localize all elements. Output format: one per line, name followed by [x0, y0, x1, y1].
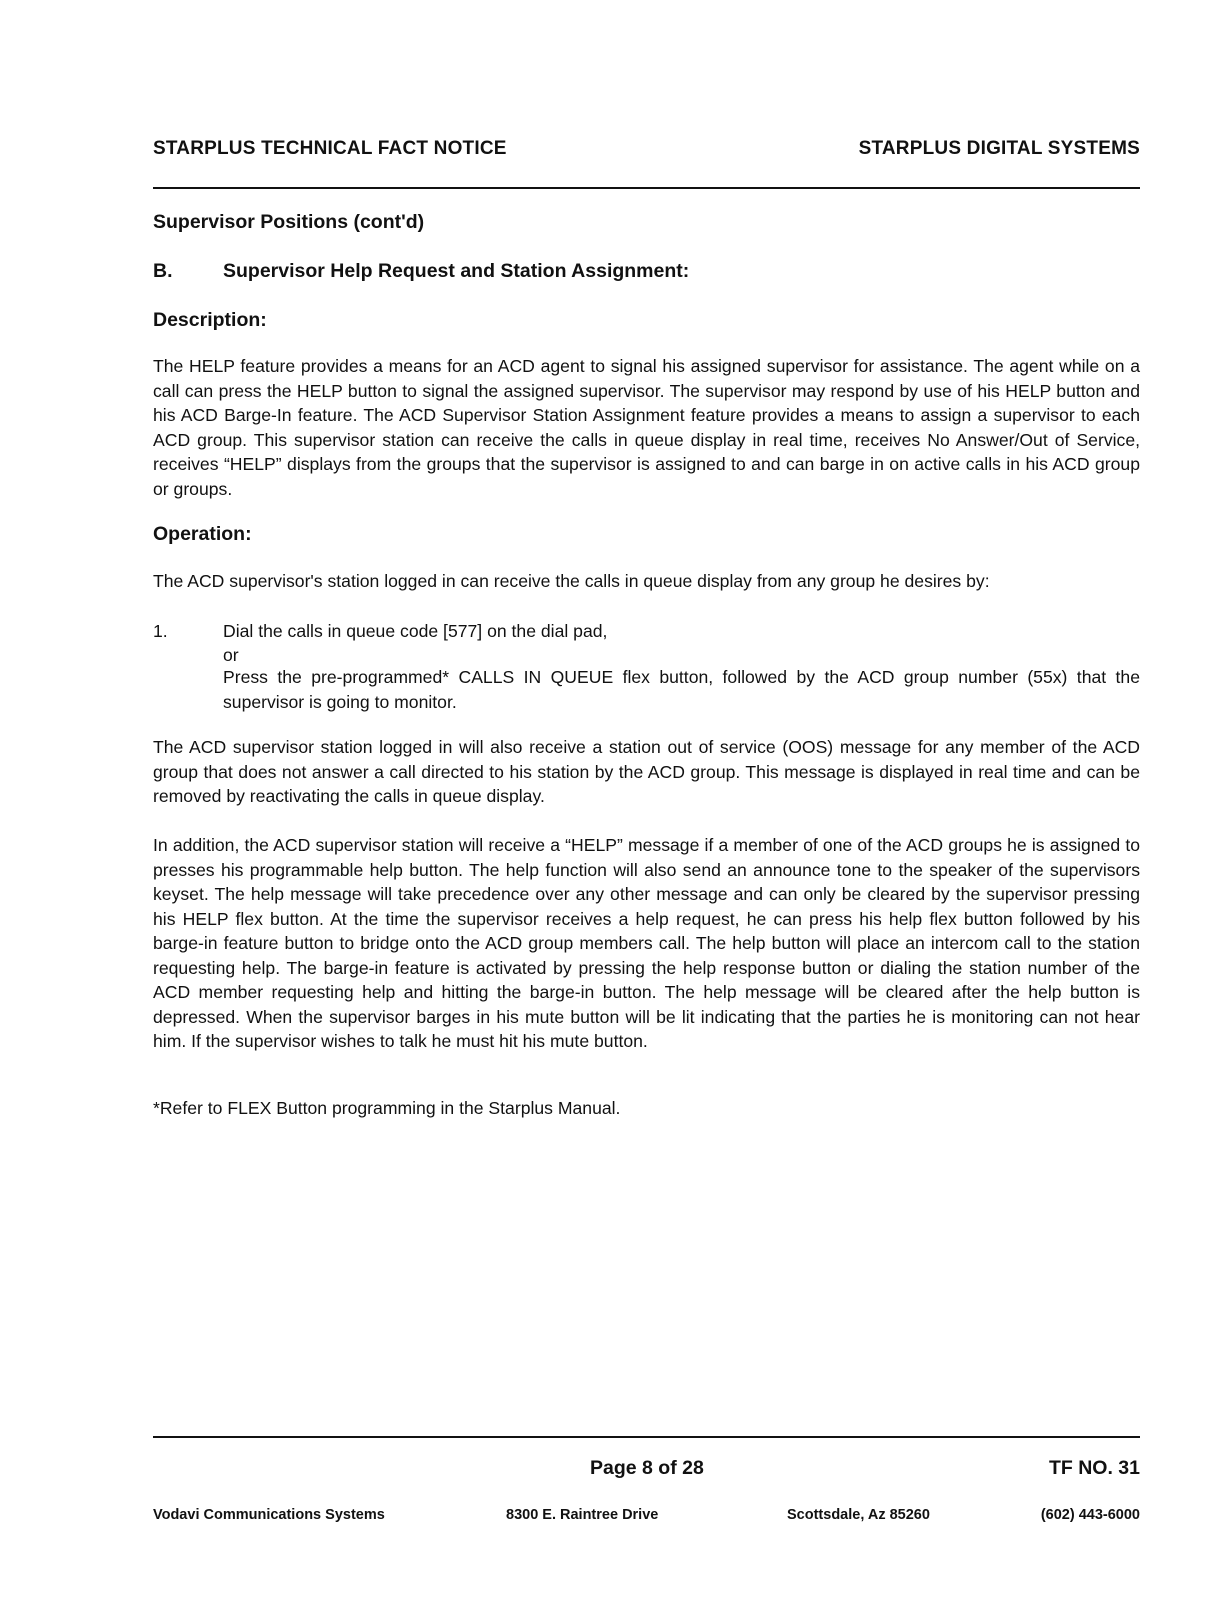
- footer-city: Scottsdale, Az 85260: [787, 1507, 930, 1523]
- subsection-letter: B.: [153, 260, 173, 282]
- description-heading: Description:: [153, 309, 267, 331]
- header-rule: [153, 187, 1140, 189]
- footer-company: Vodavi Communications Systems: [153, 1507, 385, 1523]
- step-line2: Press the pre-programmed* CALLS IN QUEUE flex button, followed by the ACD group number (55x) that the supervisor is going to monitor.: [223, 667, 1140, 712]
- tf-number: TF NO. 31: [1048, 1457, 1140, 1479]
- operation-heading: Operation:: [153, 523, 252, 545]
- operation-para2: The ACD supervisor station logged in will also receive a station out of service (OOS) message for any member of the ACD group that does not answer a call directed to his station by the ACD group. This message is displayed in real time and can be removed by reactivating the calls in queue display.: [153, 737, 1140, 806]
- step-or: or: [223, 645, 239, 665]
- footnote: *Refer to FLEX Button programming in the Starplus Manual.: [153, 1098, 621, 1118]
- page-number: Page 8 of 28: [590, 1457, 704, 1479]
- operation-para3: In addition, the ACD supervisor station will receive a “HELP” message if a member of one of the ACD groups he is assigned to presses his programmable help button. The help function will also send an announce tone to the speaker of the supervisors keyset. The help message will take precedence over any other message and can only be cleared by the supervisor pressing his HELP flex button. At the time the supervisor receives a help request, he can press his help flex button followed by his barge-in feature button to bridge onto the ACD group members call. The help button will place an intercom call to the station requesting help. The barge-in feature is activated by pressing the help response button or dialing the station number of the ACD member requesting help and hitting the barge-in button. The help message will be cleared after the help button is depressed. When the supervisor barges in his mute button will be lit indicating that the parties he is monitoring can not hear him. If the supervisor wishes to talk he must hit his mute button.: [153, 835, 1140, 1051]
- step-line1: Dial the calls in queue code [577] on the dial pad,: [223, 621, 608, 641]
- footer-address: 8300 E. Raintree Drive: [506, 1507, 659, 1523]
- subsection-title: Supervisor Help Request and Station Assignment:: [223, 260, 690, 282]
- step-number: 1.: [153, 621, 168, 641]
- footer-phone: (602) 443-6000: [1040, 1507, 1140, 1523]
- header-left: STARPLUS TECHNICAL FACT NOTICE: [153, 138, 507, 159]
- description-text: The HELP feature provides a means for an ACD agent to signal his assigned supervisor for assistance. The agent while on a call can press the HELP button to signal the assigned supervisor. The supervisor may respond by use of his HELP button and his ACD Barge-In feature. The ACD Supervisor Station Assignment feature provides a means to assign a supervisor to each ACD group. This supervisor station can receive the calls in queue display in real time, receives No Answer/Out of Service, receives “HELP” displays from the groups that the supervisor is assigned to and can barge in on active calls in his ACD group or groups.: [153, 356, 1140, 499]
- operation-intro: The ACD supervisor's station logged in can receive the calls in queue display from any group he desires by:: [153, 571, 990, 591]
- section-title: Supervisor Positions (cont'd): [153, 211, 425, 233]
- header-right: STARPLUS DIGITAL SYSTEMS: [858, 138, 1140, 159]
- footer-rule: [153, 1436, 1140, 1438]
